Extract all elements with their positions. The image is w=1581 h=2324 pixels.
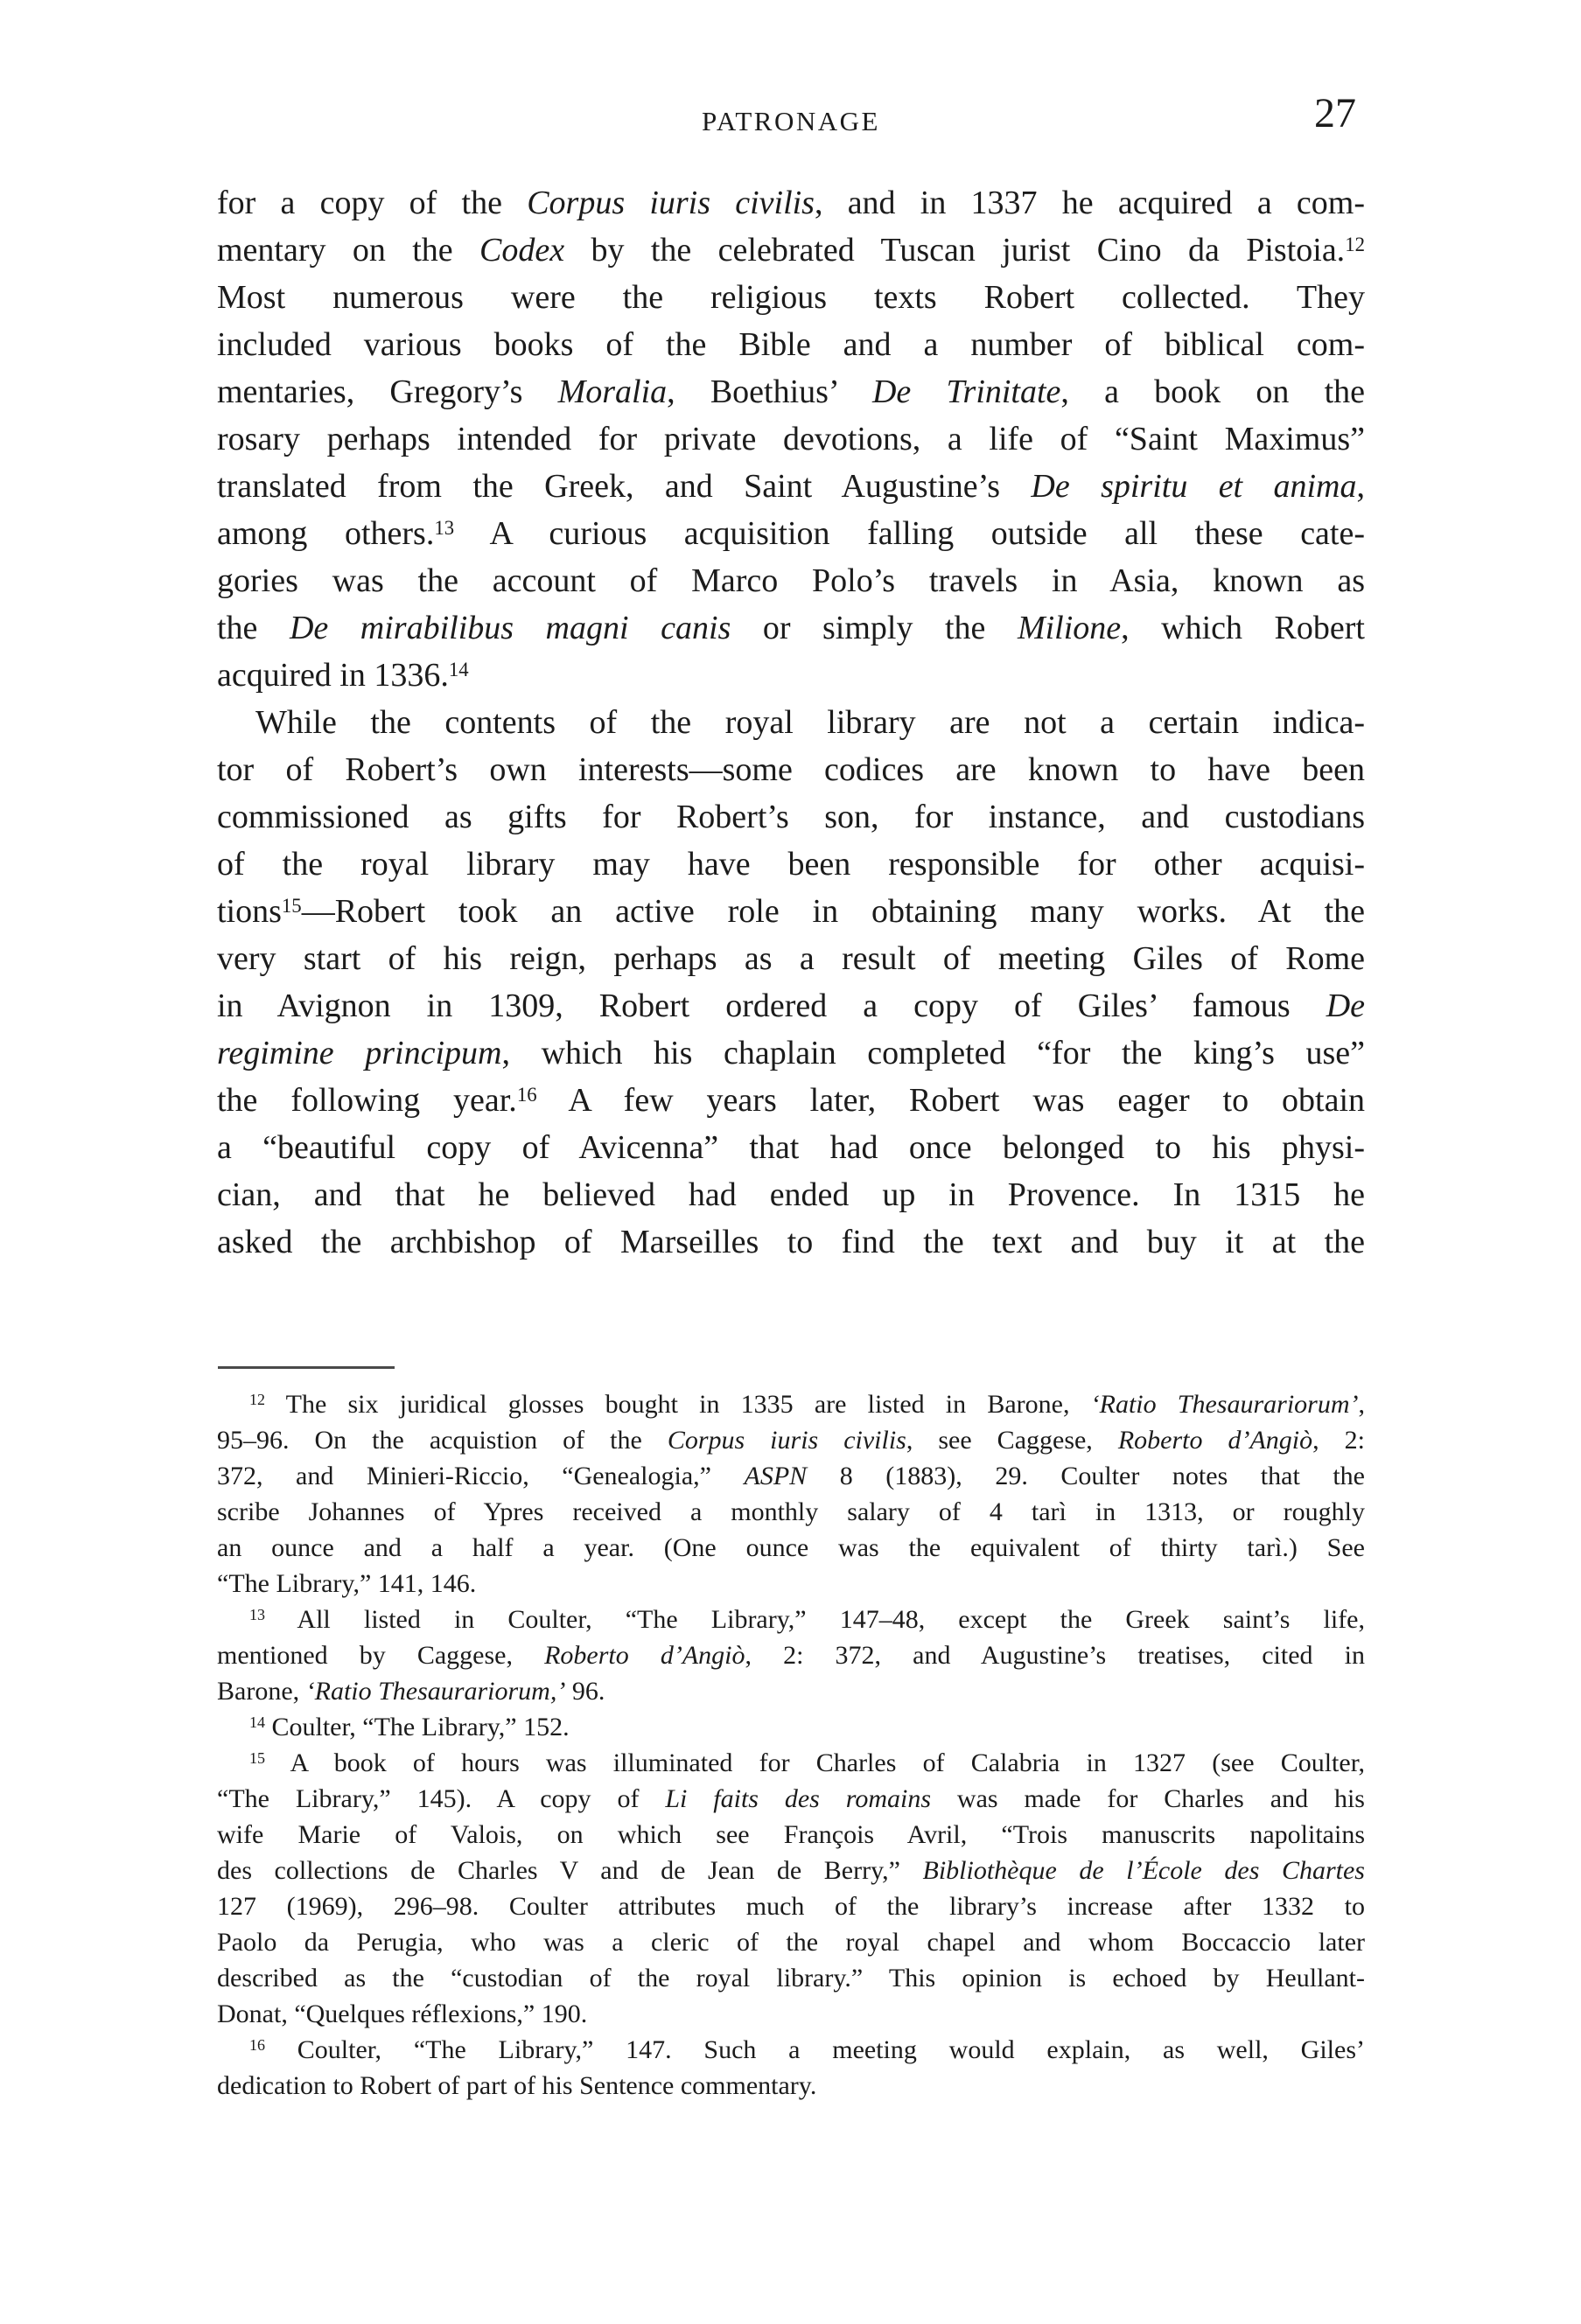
text-run: tor of Robert’s own interests—some codices are known to have been	[217, 751, 1365, 788]
body-line	[217, 793, 1365, 841]
text-run: gories was the account of Marco Polo’s travels in Asia, known as	[217, 562, 1365, 599]
footnote-marker: 16	[249, 2036, 265, 2054]
footnotes	[217, 1386, 1365, 2104]
text-run: dedication to Robert of part of his Sentence commentary.	[217, 2071, 817, 2100]
text-run: , which Robert	[1121, 610, 1365, 646]
body-line	[217, 463, 1365, 510]
text-run: , a book on the	[1060, 373, 1365, 410]
text-run: the	[217, 610, 290, 646]
italic-text: Corpus iuris civilis	[527, 185, 815, 221]
body-line	[217, 227, 1365, 274]
body-line	[217, 179, 1365, 227]
footnote-line	[217, 2068, 1365, 2104]
text-run: for a copy of the	[217, 185, 528, 221]
body-line	[217, 1124, 1365, 1171]
text-run: , which his chaplain completed “for the king’s use”	[501, 1035, 1365, 1071]
page-header	[217, 0, 1365, 166]
body-line	[217, 746, 1365, 793]
italic-text: Bibliothèque de l’École des Chartes	[922, 1856, 1365, 1885]
text-run: among others.	[217, 515, 435, 552]
footnote-line	[217, 1386, 1365, 1422]
footnote-line	[217, 1960, 1365, 1996]
italic-text: ‘Ratio Thesaurariorum’	[1090, 1390, 1359, 1419]
text-run: wife Marie of Valois, on which see François Avril, “Trois manuscrits napolitains	[217, 1820, 1365, 1849]
text-run: ,	[1358, 1390, 1365, 1419]
body-line	[217, 321, 1365, 368]
footnote-line	[217, 1781, 1365, 1817]
text-run: an ounce and a half a year. (One ounce was the equivalent of thirty tarì.) See	[217, 1533, 1365, 1562]
text-run: or simply the	[731, 610, 1018, 646]
body-line	[217, 1077, 1365, 1124]
text-run: ,	[1356, 468, 1365, 505]
body-line	[217, 1218, 1365, 1266]
italic-text: De spiritu et anima	[1031, 468, 1357, 505]
text-run: “The Library,” 145). A copy of	[217, 1784, 666, 1813]
text-run: very start of his reign, perhaps as a result of meeting Giles of Rome	[217, 940, 1365, 977]
text-run: commissioned as gifts for Robert’s son, for instance, and custodians	[217, 799, 1365, 835]
body-line	[217, 604, 1365, 652]
italic-text: Corpus iuris civilis	[667, 1426, 906, 1455]
text-run: of the royal library may have been responsible for other acquisi-	[217, 846, 1365, 883]
footnote-marker: 13	[434, 516, 455, 539]
italic-text: Li faits des romains	[665, 1784, 931, 1813]
footnote-line	[217, 1458, 1365, 1494]
text-run: “The Library,” 141, 146.	[217, 1569, 477, 1598]
body-line	[217, 274, 1365, 321]
body-line	[217, 1171, 1365, 1218]
footnote-separator	[218, 1366, 395, 1369]
footnote-line	[217, 1709, 1365, 1745]
text-run: tions	[217, 893, 282, 930]
footnote-line	[217, 1888, 1365, 1924]
footnote-line	[217, 1745, 1365, 1781]
text-run: described as the “custodian of the royal library.” This opinion is echoed by Heullant-	[217, 1964, 1365, 1992]
text-run: A curious acquisition falling outside all these cate-	[454, 515, 1366, 552]
text-run: acquired in 1336.	[217, 657, 449, 694]
footnote-marker: 16	[516, 1083, 537, 1106]
footnote-marker: 12	[1345, 233, 1365, 255]
italic-text: Roberto d’Angiò	[1117, 1426, 1313, 1455]
body-line	[217, 699, 1365, 746]
text-run: mentioned by Caggese,	[217, 1641, 545, 1670]
body-line	[217, 841, 1365, 888]
footnote-marker: 12	[249, 1391, 265, 1408]
text-run: a “beautiful copy of Avicenna” that had once belonged to his physi-	[217, 1129, 1365, 1166]
text-run: des collections de Charles V and de Jean de Berry,”	[217, 1856, 923, 1885]
text-run: Most numerous were the religious texts Robert collected. They	[217, 279, 1365, 316]
text-run: scribe Johannes of Ypres received a monthly salary of 4 tarì in 1313, or roughly	[217, 1497, 1365, 1526]
text-run: in Avignon in 1309, Robert ordered a copy of Giles’ famous	[217, 988, 1326, 1024]
italic-text: Roberto d’Angiò	[544, 1641, 745, 1670]
italic-text: De Trinitate	[871, 373, 1061, 410]
footnote-line	[217, 1673, 1365, 1709]
body-line	[217, 415, 1365, 463]
footnote-line	[217, 1494, 1365, 1530]
text-run: All listed in Coulter, “The Library,” 147–48, except the Greek saint’s life,	[265, 1605, 1365, 1634]
text-run: Barone,	[217, 1677, 306, 1706]
body-text	[217, 179, 1365, 1266]
text-run: , 2: 372, and Augustine’s treatises, cited in	[745, 1641, 1365, 1670]
footnote-marker: 15	[281, 894, 302, 917]
body-line	[217, 510, 1365, 557]
text-run: , and in 1337 he acquired a com-	[814, 185, 1366, 221]
italic-text: Codex	[479, 232, 565, 269]
italic-text: ASPN	[744, 1462, 808, 1490]
text-run: mentary on the	[217, 232, 480, 269]
text-run: A few years later, Robert was eager to obtain	[536, 1082, 1365, 1119]
text-run: 95–96. On the acquistion of the	[217, 1426, 668, 1455]
footnote-line	[217, 1530, 1365, 1566]
italic-text: De	[1326, 988, 1365, 1024]
text-run: cian, and that he believed had ended up in Provence. In 1315 he	[217, 1176, 1365, 1213]
body-line	[217, 982, 1365, 1029]
page-number: 27	[1314, 90, 1356, 136]
text-run: Coulter, “The Library,” 152.	[265, 1713, 570, 1741]
body-line	[217, 557, 1365, 604]
text-run: While the contents of the royal library are not a certain indica-	[255, 704, 1365, 741]
body-line	[217, 368, 1365, 415]
text-run: 96.	[565, 1677, 605, 1706]
text-run: A book of hours was illuminated for Charles of Calabria in 1327 (see Coulter,	[265, 1748, 1365, 1777]
text-run: 372, and Minieri-Riccio, “Genealogia,”	[217, 1462, 745, 1490]
italic-text: ‘Ratio Thesaurariorum,’	[305, 1677, 566, 1706]
body-line	[217, 935, 1365, 982]
text-run: Paolo da Perugia, who was a cleric of the royal chapel and whom Boccaccio later	[217, 1928, 1365, 1957]
text-run: 8 (1883), 29. Coulter notes that the	[807, 1462, 1365, 1490]
footnote-marker: 14	[249, 1713, 265, 1731]
text-run: —Robert took an active role in obtaining many works. At the	[301, 893, 1365, 930]
italic-text: De mirabilibus magni canis	[289, 610, 731, 646]
footnote-line	[217, 1853, 1365, 1888]
text-run: included various books of the Bible and a number of biblical com-	[217, 326, 1365, 363]
text-run: by the celebrated Tuscan jurist Cino da Pistoia.	[564, 232, 1346, 269]
italic-text: Moralia	[557, 373, 668, 410]
text-run: Donat, “Quelques réflexions,” 190.	[217, 1999, 588, 2028]
footnote-line	[217, 1996, 1365, 2032]
text-run: mentaries, Gregory’s	[217, 373, 558, 410]
body-line	[217, 888, 1365, 935]
footnote-line	[217, 1817, 1365, 1853]
footnote-marker: 15	[249, 1749, 265, 1767]
text-run: 127 (1969), 296–98. Coulter attributes much of the library’s increase after 1332 to	[217, 1892, 1365, 1921]
text-run: , 2:	[1312, 1426, 1365, 1455]
italic-text: regimine principum	[217, 1035, 502, 1071]
text-run: Coulter, “The Library,” 147. Such a meeting would explain, as well, Giles’	[265, 2035, 1365, 2064]
footnote-line	[217, 1924, 1365, 1960]
text-run: , see Caggese,	[906, 1426, 1118, 1455]
italic-text: Milione	[1017, 610, 1122, 646]
footnote-line	[217, 1422, 1365, 1458]
text-run: the following year.	[217, 1082, 517, 1119]
text-run: The six juridical glosses bought in 1335 are listed in Barone,	[265, 1390, 1091, 1419]
text-run: , Boethius’	[667, 373, 872, 410]
footnote-line	[217, 1566, 1365, 1602]
text-run: was made for Charles and his	[931, 1784, 1365, 1813]
footnote-marker: 13	[249, 1606, 265, 1623]
running-head: PATRONAGE	[702, 106, 880, 136]
footnote-line	[217, 2032, 1365, 2068]
text-run: asked the archbishop of Marseilles to find the text and buy it at the	[217, 1224, 1365, 1260]
text-run: translated from the Greek, and Saint Augustine’s	[217, 468, 1032, 505]
footnote-line	[217, 1602, 1365, 1637]
footnote-marker: 14	[448, 658, 469, 680]
body-line	[217, 652, 1365, 699]
text-run: rosary perhaps intended for private devotions, a life of “Saint Maximus”	[217, 421, 1365, 457]
body-line	[217, 1029, 1365, 1077]
footnote-line	[217, 1637, 1365, 1673]
